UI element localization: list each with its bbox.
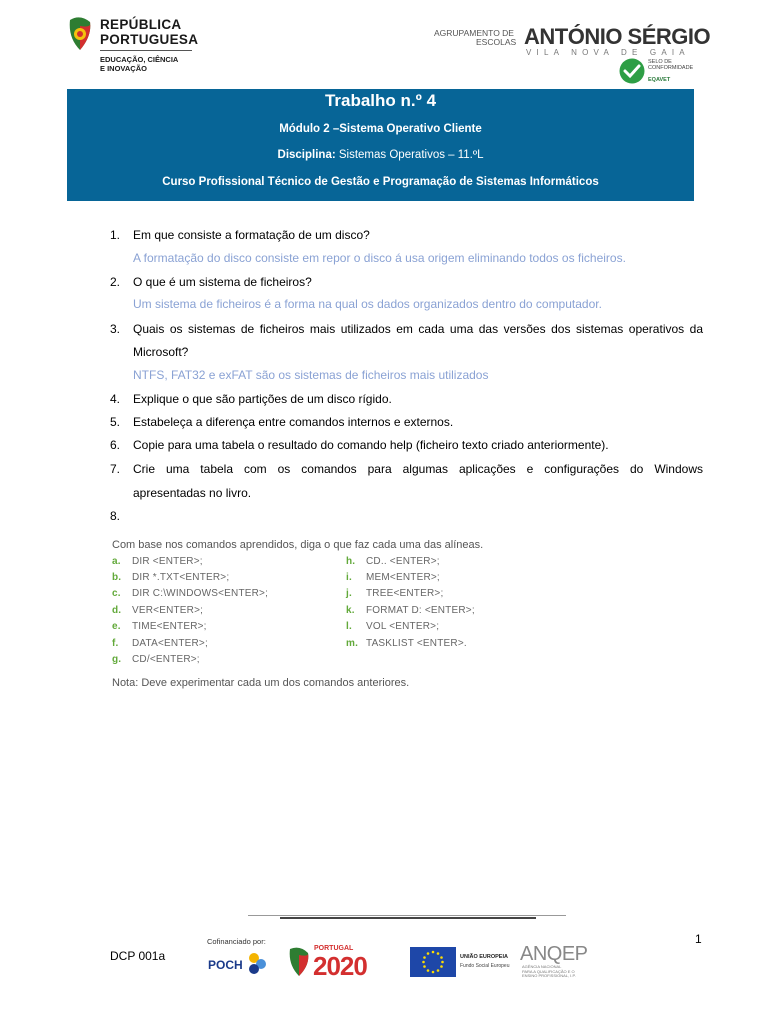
footer-divider-bold <box>280 917 536 919</box>
question-text: Quais os sistemas de ficheiros mais utilizados em cada uma das versões dos sistemas operativos da <box>133 322 703 336</box>
poch-logo <box>206 948 270 978</box>
agrupamento-text: AGRUPAMENTO DE <box>434 28 514 38</box>
seal-line2: CONFORMIDADE <box>648 65 694 71</box>
cofinanced-label: Cofinanciado por: <box>207 937 266 946</box>
page-number: 1 <box>695 932 702 946</box>
anqep-subtitle-line2: PARA A QUALIFICAÇÃO E O <box>522 968 575 974</box>
poch-text: POCH <box>208 958 243 972</box>
title-banner <box>67 89 694 201</box>
command-letter: k. <box>346 605 355 616</box>
portugal-2020-emblem-icon <box>288 947 310 977</box>
anqep-subtitle <box>522 965 576 979</box>
logo-divider <box>100 50 192 51</box>
question-text: Estabeleça a diferença entre comandos internos e externos. <box>133 415 454 429</box>
answer-text: A formatação do disco consiste em repor o disco á usa origem eliminando todos os ficheiros. <box>133 251 626 265</box>
command-item <box>112 556 203 567</box>
ministry-line1: EDUCAÇÃO, CIÊNCIA <box>100 55 179 64</box>
question-text: Explique o que são partições de um disco rígido. <box>133 392 392 406</box>
seal-brand: EQAVET <box>648 77 671 83</box>
command-item <box>112 621 207 632</box>
question-number: 7. <box>110 462 121 476</box>
command-item <box>112 605 203 616</box>
question-number: 6. <box>110 438 121 452</box>
command-text: DATA<ENTER>; <box>132 638 208 649</box>
eqavet-seal-icon <box>619 58 645 84</box>
command-text: CD/<ENTER>; <box>132 654 200 665</box>
seal-text <box>648 59 693 71</box>
question-text: Em que consiste a formatação de um disco? <box>133 228 370 242</box>
assignment-title: Trabalho n.º 4 <box>324 91 437 110</box>
question-text-continued: Microsoft? <box>133 345 189 359</box>
command-item <box>346 621 439 632</box>
command-item <box>346 556 440 567</box>
command-text: DIR <ENTER>; <box>132 556 203 567</box>
anqep-subtitle-line3: ENSINO PROFISSIONAL, I.P. <box>522 973 576 979</box>
portugal-emblem-icon <box>66 16 94 52</box>
command-text: DIR C:\WINDOWS<ENTER>; <box>132 588 269 599</box>
command-letter: g. <box>112 654 122 665</box>
question-text: Crie uma tabela com os comandos para algumas aplicações e configurações do Windows <box>133 462 703 476</box>
question-number: 2. <box>110 275 121 289</box>
republica-portuguesa-logo <box>66 16 206 76</box>
command-item <box>346 572 440 583</box>
eu-flag-icon <box>410 947 456 977</box>
command-text: TASKLIST <ENTER>. <box>366 638 467 649</box>
command-item <box>346 605 475 616</box>
command-text: MEM<ENTER>; <box>366 572 440 583</box>
discipline-label: Disciplina: <box>277 149 336 161</box>
command-text: VER<ENTER>; <box>132 605 204 616</box>
command-letter: j. <box>346 588 352 599</box>
question-number: 3. <box>110 322 121 336</box>
command-item <box>112 588 268 599</box>
2020-text: 2020 <box>313 951 367 981</box>
command-text: VOL <ENTER>; <box>366 621 440 632</box>
command-letter: d. <box>112 605 122 616</box>
school-name: ANTÓNIO SÉRGIO <box>524 24 711 49</box>
command-text: DIR *.TXT<ENTER>; <box>132 572 230 583</box>
command-letter: h. <box>346 556 356 567</box>
answer-text: NTFS, FAT32 e exFAT são os sistemas de ficheiros mais utilizados <box>133 368 489 382</box>
portuguesa-text: PORTUGUESA <box>100 32 199 47</box>
question-text-continued: apresentadas no livro. <box>133 486 252 500</box>
question-text: O que é um sistema de ficheiros? <box>133 275 312 289</box>
poch-graphic-icon <box>246 950 268 976</box>
answer-text: Um sistema de ficheiros é a forma na qual os dados organizados dentro do computador. <box>133 297 602 311</box>
command-item <box>346 588 443 599</box>
anqep-logo <box>520 943 610 979</box>
footer-divider <box>248 915 566 916</box>
escolas-text: ESCOLAS <box>476 37 517 47</box>
anqep-subtitle-line1: AGÊNCIA NACIONAL <box>522 964 562 969</box>
command-text: CD.. <ENTER>; <box>366 556 440 567</box>
command-letter: f. <box>112 638 119 649</box>
command-letter: b. <box>112 572 122 583</box>
eu-fund-text: Fundo Social Europeu <box>460 963 510 969</box>
command-letter: c. <box>112 588 121 599</box>
command-item <box>112 654 200 665</box>
portugal-text: PORTUGAL <box>314 945 354 952</box>
anqep-text: ANQEP <box>520 943 588 965</box>
module-title: Módulo 2 –Sistema Operativo Cliente <box>279 123 482 135</box>
command-text: TREE<ENTER>; <box>366 588 444 599</box>
command-text: FORMAT D: <ENTER>; <box>366 605 475 616</box>
seal-line1: SELO DE <box>648 59 672 65</box>
question-text: Copie para uma tabela o resultado do comando help (ficheiro texto criado anteriormente). <box>133 438 609 452</box>
republica-text: REPÚBLICA <box>100 17 182 32</box>
course-title: Curso Profissional Técnico de Gestão e Programação de Sistemas Informáticos <box>162 176 599 188</box>
portugal-2020-logo <box>288 945 392 979</box>
command-letter: i. <box>346 572 352 583</box>
command-letter: a. <box>112 556 121 567</box>
ministry-line2: E INOVAÇÃO <box>100 64 147 73</box>
command-item <box>112 638 208 649</box>
european-union-logo <box>410 947 514 977</box>
question-number: 8. <box>110 509 121 523</box>
discipline-value: Sistemas Operativos – 11.ºL <box>335 149 484 161</box>
question-number: 1. <box>110 228 121 242</box>
school-logo <box>430 22 711 86</box>
commands-intro: Com base nos comandos aprendidos, diga o que faz cada uma das alíneas. <box>112 539 484 551</box>
question-number: 5. <box>110 415 121 429</box>
question-number: 4. <box>110 392 121 406</box>
document-code: DCP 001a <box>110 949 166 963</box>
command-text: TIME<ENTER>; <box>132 621 207 632</box>
commands-note: Nota: Deve experimentar cada um dos comandos anteriores. <box>112 677 410 689</box>
eu-text: UNIÃO EUROPEIA <box>460 954 508 960</box>
school-location: VILA NOVA DE GAIA <box>526 48 690 57</box>
command-letter: m. <box>346 638 359 649</box>
command-item <box>112 572 229 583</box>
command-item <box>346 638 467 649</box>
command-letter: l. <box>346 621 352 632</box>
discipline-line <box>67 149 694 161</box>
command-letter: e. <box>112 621 121 632</box>
